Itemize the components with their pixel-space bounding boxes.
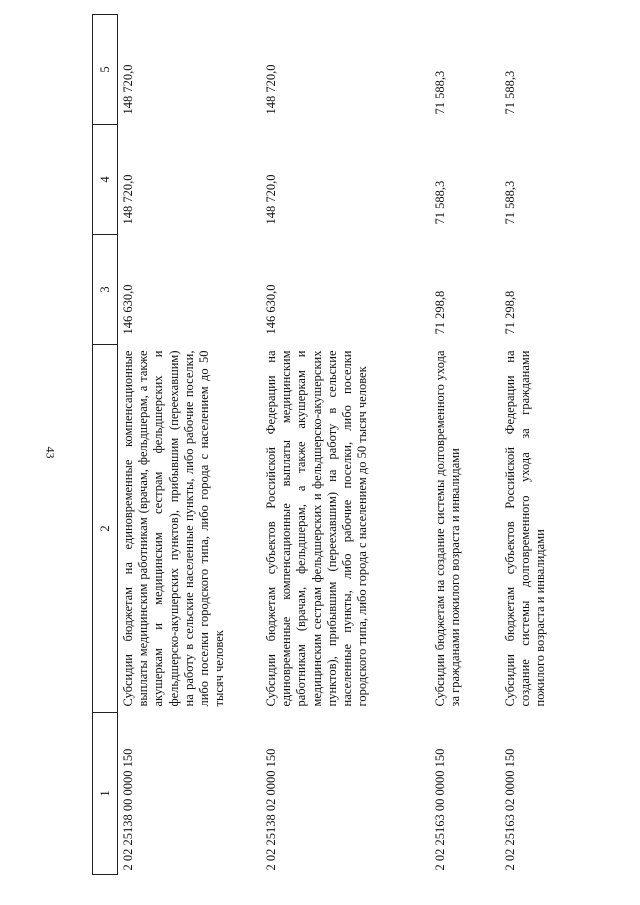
col-header-4: 4: [93, 125, 118, 235]
budget-code-cell: 2 02 25163 02 0000 150: [503, 748, 517, 871]
description-cell: Субсидии бюджетам на единовременные компенсационные выплаты медицинским работникам (врачам, фельдшерам, а также акушеркам и медицинским сестрам фельдшерских и фельдшерско-акушерских пунктов), прибывшим (переехавшим) на работу в сельские населенные пункты, либо рабочие поселки, либо поселки городского типа, либо города с населением до 50 тысяч человек: [121, 350, 227, 707]
amount-cell-col4: 71 588,3: [433, 180, 447, 225]
col-header-2: 2: [93, 345, 118, 713]
amount-cell-col4: 148 720,0: [121, 174, 135, 225]
amount-cell-col5: 71 588,3: [433, 70, 447, 115]
table-row: [118, 15, 262, 875]
rotated-table-block: [92, 15, 617, 875]
page-number: 43: [43, 446, 58, 459]
amount-cell-col5: 71 588,3: [503, 70, 517, 115]
budget-code-cell: 2 02 25138 02 0000 150: [264, 748, 278, 871]
amount-cell-col4: 71 588,3: [503, 180, 517, 225]
amount-cell-col4: 148 720,0: [264, 174, 278, 225]
table-row: [500, 15, 606, 875]
col-header-3: 3: [93, 235, 118, 345]
budget-table: [92, 14, 606, 875]
budget-code-cell: 2 02 25163 00 0000 150: [433, 748, 447, 871]
amount-cell-col3: 146 630,0: [121, 284, 135, 335]
amount-cell-col3: 146 630,0: [264, 284, 278, 335]
description-cell: Субсидии бюджетам субъектов Российской Федерации на создание системы долговременного ухода за гражданами пожилого возраста и инвалидами: [503, 350, 548, 707]
amount-cell-col3: 71 298,8: [503, 290, 517, 335]
table-row: [430, 15, 500, 875]
description-cell: Субсидии бюджетам субъектов Российской Федерации на единовременные компенсационные выплаты медицинским работникам (врачам, фельдшерам, а также акушеркам и медицинским сестрам фельдшерских и фельдшерско-акушерских пунктов), прибывшим (переехавшим) на работу в сельские населенные пункты, либо рабочие поселки, либо поселки городского типа, либо города с населением до 50 тысяч человек: [264, 350, 370, 707]
header-row: [93, 15, 118, 875]
amount-cell-col5: 148 720,0: [121, 64, 135, 115]
description-cell: Субсидии бюджетам на создание системы долговременного ухода за гражданами пожилого возраста и инвалидами: [433, 350, 463, 707]
amount-cell-col3: 71 298,8: [433, 290, 447, 335]
col-header-5: 5: [93, 15, 118, 125]
col-header-1: 1: [93, 713, 118, 875]
amount-cell-col5: 148 720,0: [264, 64, 278, 115]
budget-code-cell: 2 02 25138 00 0000 150: [121, 748, 135, 871]
table-row: [261, 15, 430, 875]
